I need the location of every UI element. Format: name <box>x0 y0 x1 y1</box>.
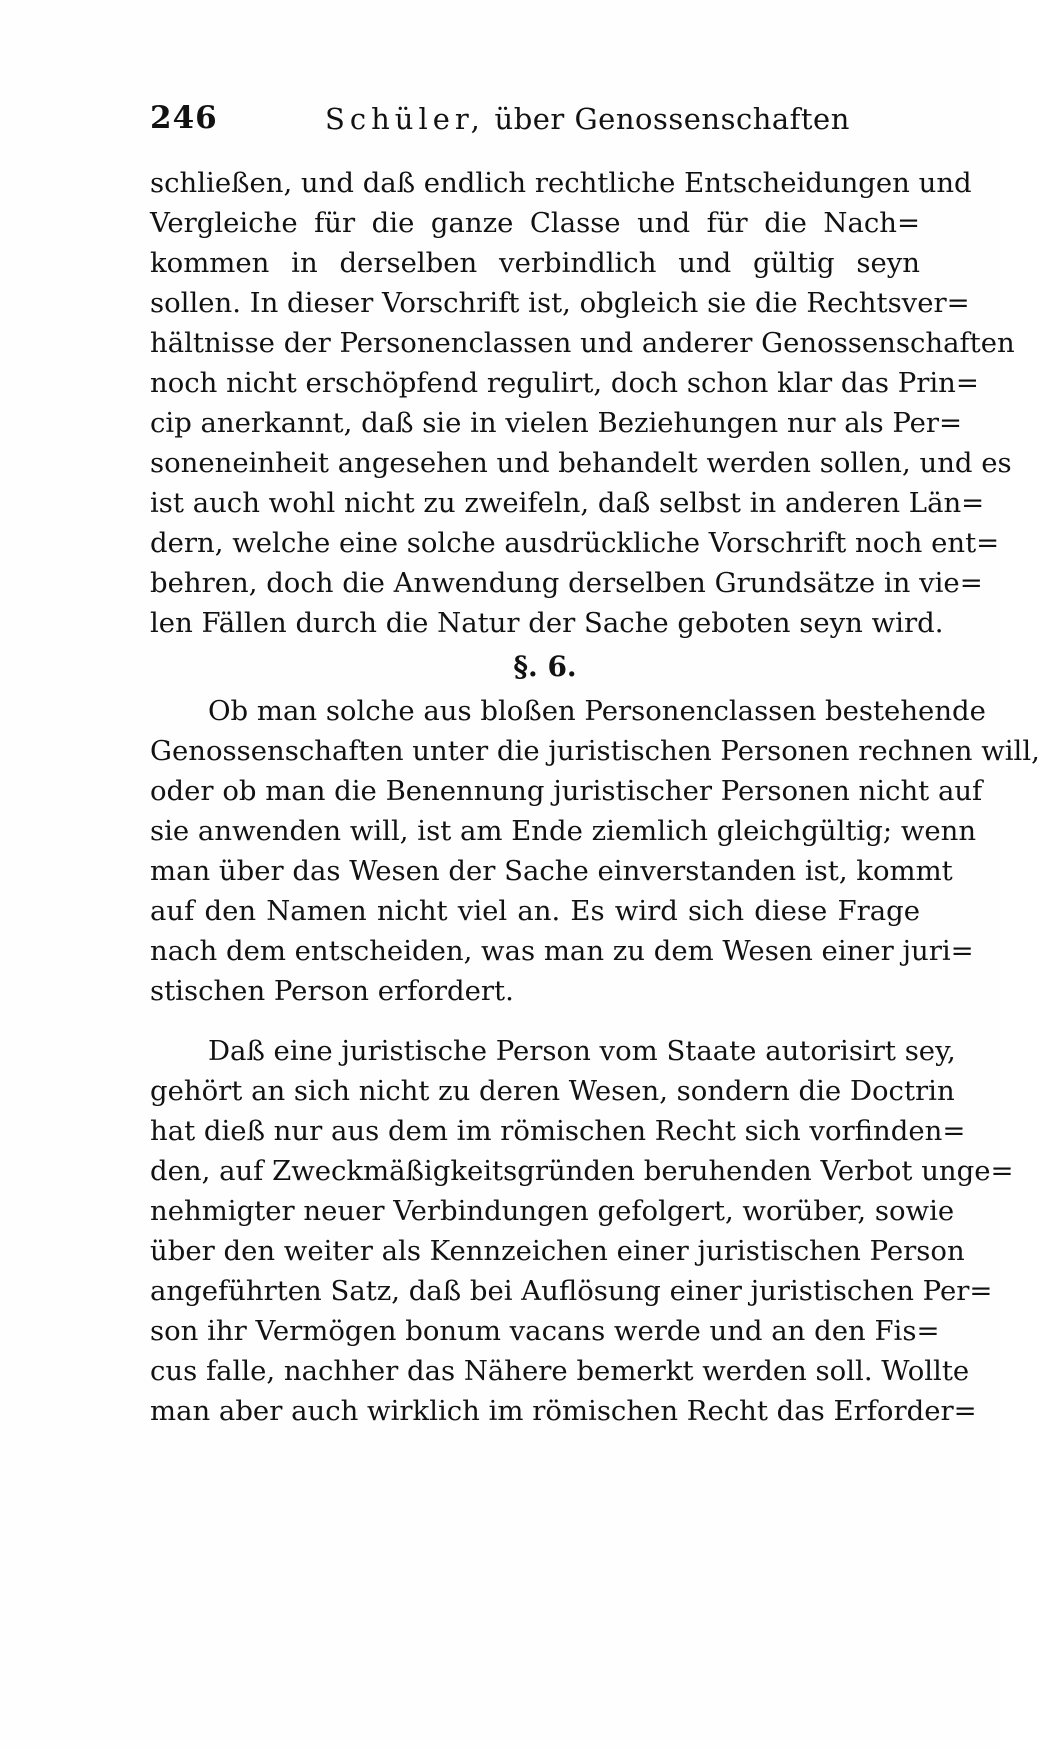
text-line: noch nicht erschöpfend regulirt, doch schon klar das Prin= <box>150 367 979 399</box>
text-line: Daß eine juristische Person vom Staate autorisirt sey, <box>208 1035 956 1067</box>
text-line: schließen, und daß endlich rechtliche Entscheidungen und <box>150 167 972 199</box>
body-text <box>150 163 1040 1431</box>
text-line: cip anerkannt, daß sie in vielen Beziehungen nur als Per= <box>150 407 963 439</box>
running-head-title: über Genossenschaften <box>494 102 850 136</box>
paragraph-spacer <box>150 1011 920 1031</box>
text-line: den, auf Zweckmäßigkeitsgründen beruhenden Verbot unge= <box>150 1155 1014 1187</box>
text-line: hat dieß nur aus dem im römischen Recht sich vorfinden= <box>150 1115 966 1147</box>
text-line: stischen Person erfordert. <box>150 975 514 1007</box>
text-line: oder ob man die Benennung juristischer Personen nicht auf <box>150 775 983 807</box>
text-line: Vergleiche für die ganze Classe und für die Nach= <box>150 207 920 239</box>
text-line: len Fällen durch die Natur der Sache geboten seyn wird. <box>150 607 944 639</box>
running-head-author: Schüler, <box>325 102 485 136</box>
text-line: dern, welche eine solche ausdrückliche Vorschrift noch ent= <box>150 527 1000 559</box>
text-line: behren, doch die Anwendung derselben Grundsätze in vie= <box>150 567 983 599</box>
text-line: auf den Namen nicht viel an. Es wird sich diese Frage <box>150 895 920 927</box>
text-line: hältnisse der Personenclassen und anderer Genossenschaften <box>150 327 1015 359</box>
text-line: sollen. In dieser Vorschrift ist, obgleich sie die Rechtsver= <box>150 287 970 319</box>
text-line: nach dem entscheiden, was man zu dem Wesen einer juri= <box>150 935 974 967</box>
running-head <box>325 102 850 136</box>
paragraph-continuation <box>150 163 1015 643</box>
text-line: son ihr Vermögen bonum vacans werde und an den Fis= <box>150 1315 940 1347</box>
page-header <box>150 100 930 148</box>
text-line: gehört an sich nicht zu deren Wesen, sondern die Doctrin <box>150 1075 955 1107</box>
paragraph <box>150 1031 1014 1431</box>
text-line: man aber auch wirklich im römischen Recht das Erforder= <box>150 1395 977 1427</box>
text-line: sie anwenden will, ist am Ende ziemlich gleichgültig; wenn <box>150 815 977 847</box>
text-line: über den weiter als Kennzeichen einer juristischen Person <box>150 1235 965 1267</box>
section-heading: §. 6. <box>513 650 577 683</box>
text-line: angeführten Satz, daß bei Auflösung einer juristischen Per= <box>150 1275 993 1307</box>
page-number: 246 <box>150 100 218 136</box>
text-line: ist auch wohl nicht zu zweifeln, daß selbst in anderen Län= <box>150 487 985 519</box>
text-line: Genossenschaften unter die juristischen Personen rechnen will, <box>150 735 1040 767</box>
text-line: kommen in derselben verbindlich und gültig seyn <box>150 247 920 279</box>
text-line: nehmigter neuer Verbindungen gefolgert, worüber, sowie <box>150 1195 955 1227</box>
paragraph <box>150 691 1040 1011</box>
text-line: soneneinheit angesehen und behandelt werden sollen, und es <box>150 447 1012 479</box>
text-line: cus falle, nachher das Nähere bemerkt werden soll. Wollte <box>150 1355 970 1387</box>
text-line: man über das Wesen der Sache einverstanden ist, kommt <box>150 855 953 887</box>
text-line: Ob man solche aus bloßen Personenclassen bestehende <box>208 695 986 727</box>
